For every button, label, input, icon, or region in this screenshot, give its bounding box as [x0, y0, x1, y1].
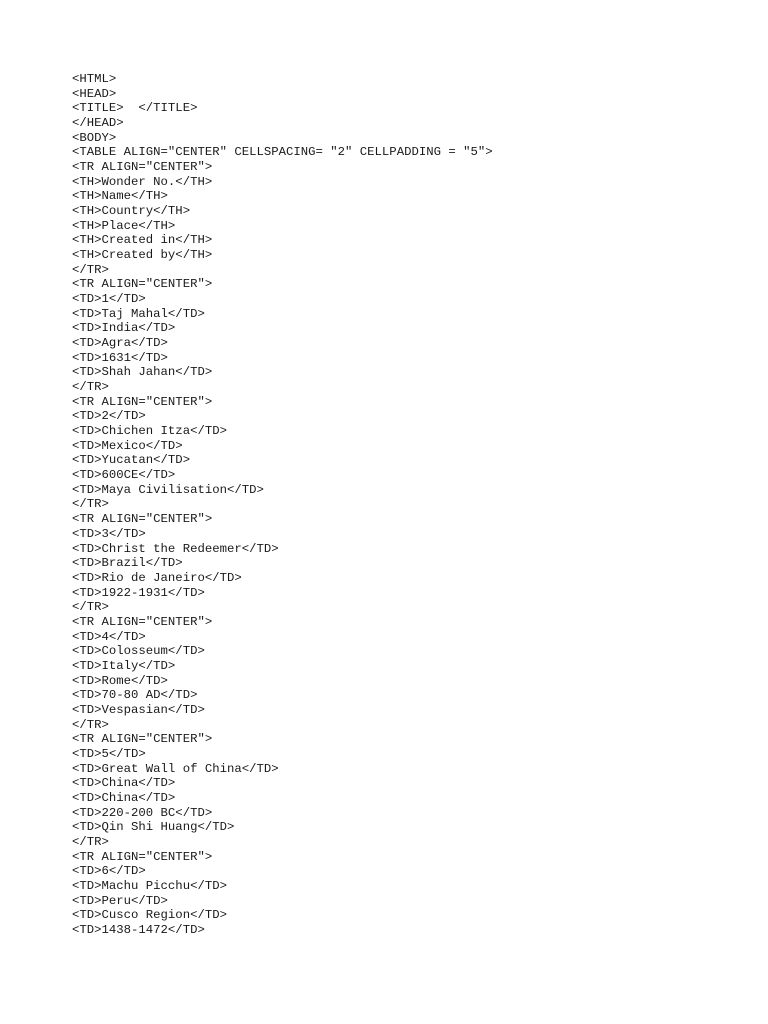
- code-line: <TR ALIGN="CENTER">: [72, 512, 213, 527]
- code-line: <TD>Yucatan</TD>: [72, 453, 191, 468]
- code-line: <TR ALIGN="CENTER">: [72, 277, 213, 292]
- code-line: <TD>China</TD>: [72, 776, 176, 791]
- code-line: <TD>220-200 BC</TD>: [72, 805, 213, 820]
- code-line: <TR ALIGN="CENTER">: [72, 849, 213, 864]
- code-line: <TD>Cusco Region</TD>: [72, 908, 227, 923]
- code-line: <TD>Rome</TD>: [72, 673, 168, 688]
- code-line: <TR ALIGN="CENTER">: [72, 160, 213, 175]
- code-line: <TABLE ALIGN="CENTER" CELLSPACING= "2" CELLPADDING = "5">: [72, 145, 493, 160]
- code-line: </TR>: [72, 497, 109, 512]
- code-line: <TD>Italy</TD>: [72, 658, 176, 673]
- code-line: <TD>Rio de Janeiro</TD>: [72, 570, 242, 585]
- code-line: <BODY>: [72, 130, 117, 145]
- code-line: </TR>: [72, 834, 109, 849]
- code-line: <TD>Brazil</TD>: [72, 556, 183, 571]
- code-line: <HTML>: [72, 72, 117, 86]
- code-line: <TD>India</TD>: [72, 321, 176, 336]
- code-line: <TH>Created in</TH>: [72, 233, 213, 248]
- code-line: </TR>: [72, 262, 109, 277]
- code-line: <TH>Country</TH>: [72, 204, 191, 219]
- code-line: <TITLE> </TITLE>: [72, 101, 198, 116]
- code-line: </HEAD>: [72, 116, 124, 131]
- code-line: <TD>Qin Shi Huang</TD>: [72, 820, 235, 835]
- code-line: <TH>Created by</TH>: [72, 248, 213, 263]
- code-line: <TR ALIGN="CENTER">: [72, 614, 213, 629]
- code-line: <TD>Taj Mahal</TD>: [72, 306, 205, 321]
- code-line: <TH>Place</TH>: [72, 218, 176, 233]
- code-line: <TD>6</TD>: [72, 864, 146, 879]
- code-line: <TD>Maya Civilisation</TD>: [72, 482, 264, 497]
- code-line: <TD>600CE</TD>: [72, 468, 176, 483]
- html-source-listing: [72, 72, 493, 938]
- code-line: <TH>Name</TH>: [72, 189, 168, 204]
- code-line: <TD>5</TD>: [72, 746, 146, 761]
- code-line: <TD>3</TD>: [72, 526, 146, 541]
- code-line: <TD>Christ the Redeemer</TD>: [72, 541, 279, 556]
- code-line: <TD>Colosseum</TD>: [72, 644, 205, 659]
- code-line: <TD>China</TD>: [72, 790, 176, 805]
- code-line: <TD>1922-1931</TD>: [72, 585, 205, 600]
- code-line: <TD>1631</TD>: [72, 350, 168, 365]
- code-line: <TH>Wonder No.</TH>: [72, 174, 213, 189]
- code-line: <TD>Mexico</TD>: [72, 438, 183, 453]
- code-line: <TR ALIGN="CENTER">: [72, 394, 213, 409]
- code-line: <TD>2</TD>: [72, 409, 146, 424]
- code-line: </TR>: [72, 380, 109, 395]
- code-line: <TD>Machu Picchu</TD>: [72, 878, 227, 893]
- code-line: <TD>70-80 AD</TD>: [72, 688, 198, 703]
- code-line: <TD>Agra</TD>: [72, 336, 168, 351]
- code-line: <TD>Chichen Itza</TD>: [72, 424, 227, 439]
- code-line: </TR>: [72, 600, 109, 615]
- code-line: <HEAD>: [72, 86, 117, 101]
- code-line: <TD>Peru</TD>: [72, 893, 168, 908]
- code-line: <TD>Great Wall of China</TD>: [72, 761, 279, 776]
- code-line: <TD>1438-1472</TD>: [72, 922, 205, 937]
- code-line: <TD>Shah Jahan</TD>: [72, 365, 213, 380]
- code-line: <TR ALIGN="CENTER">: [72, 732, 213, 747]
- code-line: <TD>4</TD>: [72, 629, 146, 644]
- code-line: <TD>Vespasian</TD>: [72, 702, 205, 717]
- code-line: <TD>1</TD>: [72, 292, 146, 307]
- code-line: </TR>: [72, 717, 109, 732]
